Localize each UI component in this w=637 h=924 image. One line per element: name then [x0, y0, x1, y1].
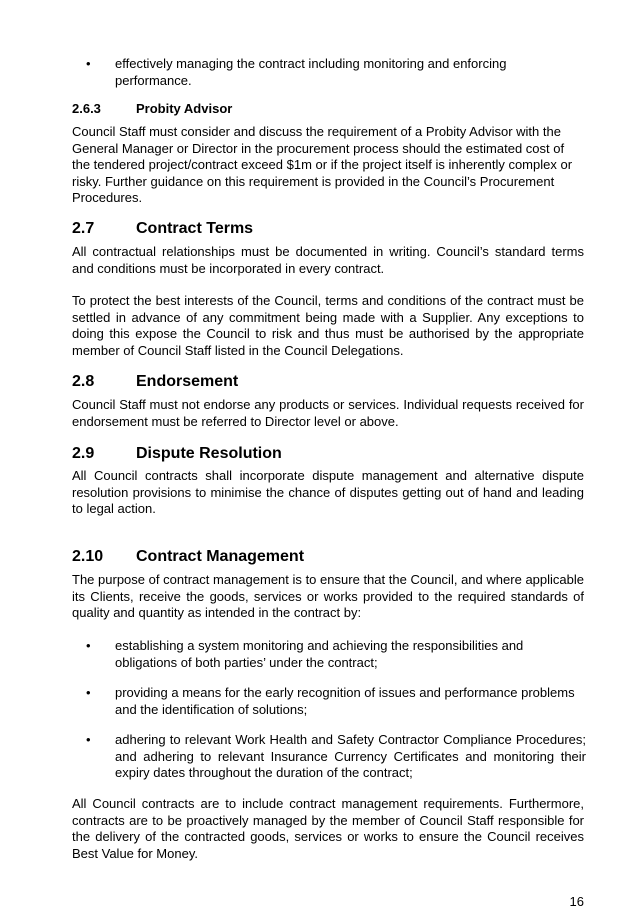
list-item-text: providing a means for the early recognition of issues and performance problems and the identification of solutions;	[115, 685, 575, 717]
bullet-icon: •	[86, 638, 91, 653]
list-item	[86, 56, 586, 89]
heading-number: 2.7	[72, 220, 95, 237]
heading-2-7	[72, 219, 572, 239]
heading-number: 2.8	[72, 373, 95, 390]
list-item	[86, 685, 586, 718]
paragraph: Council Staff must consider and discuss the requirement of a Probity Advisor with the General Manager or Director in the procurement process should the estimated cost of the tendered project/contract exceed $1m or if the project itself is inherently complex or risky. Further guidance on this requirement is provided in the Council’s Procurement Procedures.	[72, 124, 573, 205]
page-number: 16	[569, 894, 584, 909]
paragraph: All contractual relationships must be documented in writing. Council’s standard terms and conditions must be incorporated in every contract.	[72, 244, 584, 276]
paragraph: The purpose of contract management is to ensure that the Council, and where applicable its Clients, receive the goods, services or works provided to the required standards of quality and quantity as intended in the contract by:	[72, 572, 584, 620]
heading-title: Endorsement	[136, 373, 239, 390]
heading-2-6-3	[72, 101, 572, 117]
heading-title: Dispute Resolution	[136, 445, 282, 462]
paragraph: All Council contracts are to include contract management requirements. Furthermore, contracts are to be proactively managed by the member of Council Staff responsible for the delivery of the contracted goods, services or works to ensure the Council receives Best Value for Money.	[72, 796, 584, 861]
list-item-text: effectively managing the contract including monitoring and enforcing performance.	[115, 56, 507, 88]
heading-number: 2.6.3	[72, 101, 101, 116]
heading-title: Contract Management	[136, 548, 305, 565]
heading-2-9	[72, 444, 572, 464]
list-item-text: adhering to relevant Work Health and Safety Contractor Compliance Procedures; and adhering to relevant Insurance Currency Certificates and monitoring their expiry dates throughout the duration of the contract;	[115, 732, 586, 780]
paragraph: Council Staff must not endorse any products or services. Individual requests received for endorsement must be referred to Director level or above.	[72, 397, 584, 429]
heading-2-10	[72, 547, 572, 567]
heading-number: 2.9	[72, 445, 95, 462]
bullet-icon: •	[86, 732, 91, 747]
bullet-icon: •	[86, 56, 91, 71]
list-item	[86, 638, 586, 671]
paragraph: To protect the best interests of the Council, terms and conditions of the contract must be settled in advance of any commitment being made with a Supplier. Any exceptions to doing this expose the Council to risk and thus must be authorised by the appropriate member of Council Staff listed in the Council Delegations.	[72, 293, 584, 358]
heading-title: Probity Advisor	[136, 101, 233, 116]
heading-2-8	[72, 372, 572, 392]
bullet-icon: •	[86, 685, 91, 700]
paragraph: All Council contracts shall incorporate dispute management and alternative dispute resolution provisions to minimise the chance of disputes getting out of hand and leading to legal action.	[72, 468, 584, 516]
heading-title: Contract Terms	[136, 220, 254, 237]
heading-number: 2.10	[72, 548, 104, 565]
list-item-text: establishing a system monitoring and achieving the responsibilities and obligations of both parties’ under the contract;	[115, 638, 524, 670]
list-item	[86, 732, 586, 782]
